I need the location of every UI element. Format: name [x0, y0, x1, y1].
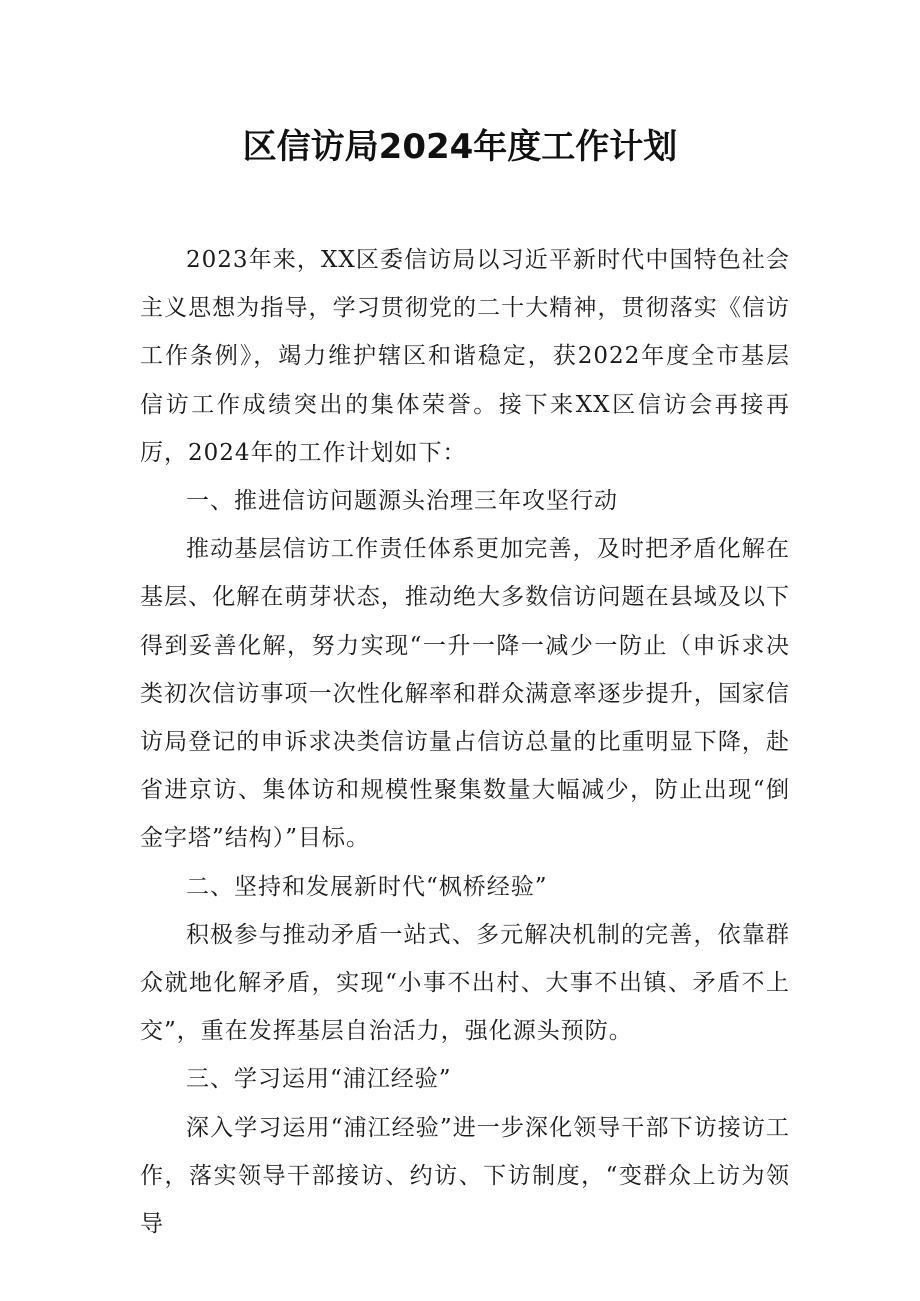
section-1-paragraph: 推动基层信访工作责任体系更加完善，及时把矛盾化解在基层、化解在萌芽状态，推动绝大多数信访问题在县域及以下得到妥善化解，努力实现“一升一降一减少一防止（申诉求决类初次信访事项一次性化解率和群众满意率逐步提升，国家信访局登记的申诉求决类信访量占信访总量的比重明显下降，赴省进京访、集体访和规模性聚集数量大幅减少，防止出现“倒金字塔”结构）”目标。: [140, 536, 790, 852]
section-3-paragraph: 深入学习运用“浦江经验”进一步深化领导干部下访接访工作，落实领导干部接访、约访、下访制度，“变群众上访为领导: [140, 1114, 790, 1238]
section-heading-3: 三、学习运用“浦江经验”: [186, 1066, 452, 1093]
section-heading-2: 二、坚持和发展新时代“枫桥经验”: [186, 873, 548, 900]
intro-paragraph: 2023年来，XX区委信访局以习近平新时代中国特色社会主义思想为指导，学习贯彻党的二十大精神，贯彻落实《信访工作条例》，竭力维护辖区和谐稳定，获2022年度全市基层信访工作成绩突出的集体荣誉。接下来XX区信访会再接再厉，2024年的工作计划如下：: [140, 247, 790, 466]
document-body: [140, 236, 790, 1248]
section-heading-1: 一、推进信访问题源头治理三年攻坚行动: [186, 488, 618, 515]
document-title: 区信访局2024年度工作计划: [242, 127, 678, 167]
section-2-paragraph: 积极参与推动矛盾一站式、多元解决机制的完善，依靠群众就地化解矛盾，实现“小事不出村、大事不出镇、矛盾不上交”，重在发挥基层自治活力，强化源头预防。: [140, 921, 790, 1045]
